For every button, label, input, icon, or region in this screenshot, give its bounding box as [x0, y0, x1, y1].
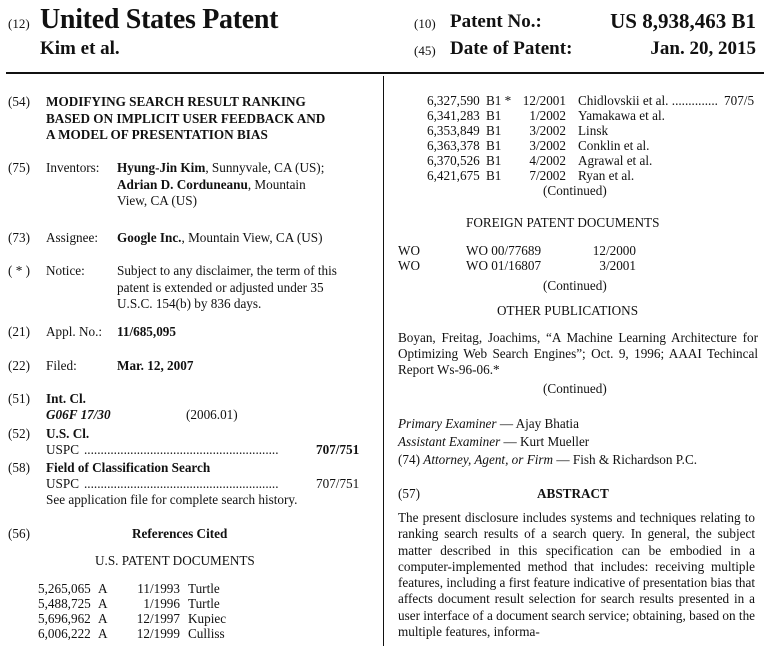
assistant-examiner-label: Assistant Examiner — [398, 434, 501, 449]
ref-date: 11/1993 — [137, 581, 180, 596]
title-line: A MODEL OF PRESENTATION BIAS — [46, 127, 268, 142]
ref-kind: B1 — [486, 123, 502, 138]
appl-no-label: Appl. No.: — [46, 324, 103, 339]
notice-text — [117, 263, 337, 313]
title-line: MODIFYING SEARCH RESULT RANKING — [46, 94, 306, 109]
references-cited-label: References Cited — [132, 526, 228, 541]
abstract-text: The present disclosure includes systems and techniques relating to ranking search results of a search query. In general, the subject matter described in this specification can be embodied in a computer-implemented method that includes: receiving multiple features, including a first feature indicative of presentation bias that affects document result selection for search results presented in a user interface of a document search service; obtaining, based on the multiple features, informa- — [398, 510, 756, 640]
ref-kind: A — [98, 596, 108, 611]
ref-kind: A — [98, 611, 108, 626]
ref-patent-number: 5,696,962 — [38, 611, 91, 626]
ref-inventor: Linsk — [578, 123, 609, 138]
ref-inventor: Culliss — [188, 626, 225, 641]
ref-date: 12/1999 — [136, 626, 180, 641]
attorney — [398, 452, 697, 469]
ref-country: WO — [398, 243, 420, 258]
ref-patent-number: 6,363,378 — [427, 138, 480, 153]
ref-kind: A — [98, 626, 108, 641]
column-divider — [383, 76, 384, 646]
ref-inventor: Turtle — [188, 596, 220, 611]
inventors-list — [117, 160, 324, 210]
ref-date: 12/1997 — [136, 611, 180, 626]
field-note: See application file for complete search history. — [46, 492, 298, 507]
inid-code-56: (56) — [8, 526, 30, 541]
first-inventor-short: Kim et al. — [40, 38, 120, 59]
notice-line: patent is extended or adjusted under 35 — [117, 279, 324, 295]
primary-examiner-name: — Ajay Bhatia — [496, 416, 579, 431]
inid-code-21: (21) — [8, 324, 30, 339]
ref-kind: B1 — [486, 153, 502, 168]
assignee — [117, 230, 322, 247]
assignee-name: Google Inc. — [117, 230, 182, 245]
leader-dots: ........................................................... — [84, 476, 279, 491]
patent-type-title: United States Patent — [40, 4, 279, 35]
attorney-name: — Fish & Richardson P.C. — [553, 452, 698, 467]
attorney-label: Attorney, Agent, or Firm — [423, 452, 554, 467]
inid-code-75: (75) — [8, 160, 30, 175]
ref-patent-number: 6,421,675 — [427, 168, 480, 183]
assignee-location: , Mountain View, CA (US) — [181, 230, 323, 245]
inid-code-51: (51) — [8, 391, 30, 406]
patent-no-label: Patent No.: — [450, 11, 542, 32]
notice-label: Notice: — [46, 263, 85, 278]
ref-patent-number: 6,327,590 — [427, 93, 480, 108]
ref-inventor: Turtle — [188, 581, 220, 596]
int-cl-label: Int. Cl. — [46, 391, 86, 406]
ref-patent-number: 6,353,849 — [427, 123, 480, 138]
inventor-location: , Sunnyvale, CA (US); — [205, 160, 325, 175]
date-of-patent: Jan. 20, 2015 — [650, 38, 756, 59]
inid-code-57: (57) — [398, 486, 420, 501]
uspc-value: 707/751 — [316, 442, 360, 457]
date-of-patent-label: Date of Patent: — [450, 38, 573, 59]
ref-kind: B1 — [486, 168, 502, 183]
ref-kind: A — [98, 581, 108, 596]
uspc-value: 707/751 — [316, 476, 360, 491]
ref-inventor: Kupiec — [188, 611, 227, 626]
ref-date: 1/2002 — [529, 108, 566, 123]
publication-entry: Boyan, Freitag, Joachims, “A Machine Learning Architecture for Optimizing Web Search Engines”; Oct. 9, 1996; AAAI Techincal Report Ws-96-06.* — [398, 330, 758, 378]
inid-code-notice: ( * ) — [8, 263, 30, 278]
ref-class: 707/5 — [724, 93, 755, 108]
filed-date: Mar. 12, 2007 — [117, 358, 194, 373]
int-cl-code: G06F 17/30 — [46, 407, 111, 422]
inid-code-73: (73) — [8, 230, 30, 245]
inventor-location: , Mountain — [247, 176, 306, 192]
inid-code-22: (22) — [8, 358, 30, 373]
inid-code-12: (12) — [8, 16, 30, 31]
ref-inventor: Conklin et al. — [578, 138, 650, 153]
appl-no: 11/685,095 — [117, 324, 176, 339]
ref-patent-number: 6,341,283 — [427, 108, 480, 123]
other-publications-label: OTHER PUBLICATIONS — [497, 303, 639, 318]
us-cl-label: U.S. Cl. — [46, 426, 90, 441]
ref-kind: B1 — [486, 108, 502, 123]
ref-kind: B1 — [486, 138, 502, 153]
ref-date: 1/1996 — [143, 596, 180, 611]
primary-examiner — [398, 416, 579, 433]
ref-patent-number: 5,265,065 — [38, 581, 91, 596]
inventor-name: Hyung-Jin Kim — [117, 160, 206, 175]
ref-patent-number: WO 01/16807 — [466, 258, 542, 273]
us-patent-docs-label: U.S. PATENT DOCUMENTS — [95, 553, 255, 568]
ref-patent-number: 6,006,222 — [38, 626, 91, 641]
title-line: BASED ON IMPLICIT USER FEEDBACK AND — [46, 110, 326, 126]
inid-code-45: (45) — [414, 43, 436, 58]
ref-patent-number: WO 00/77689 — [466, 243, 542, 258]
inventor-name: Adrian D. Corduneanu — [117, 176, 248, 192]
ref-date: 3/2002 — [529, 123, 566, 138]
int-cl-date: (2006.01) — [186, 407, 238, 422]
ref-patent-number: 6,370,526 — [427, 153, 480, 168]
ref-date: 12/2000 — [592, 243, 636, 258]
continued-marker: (Continued) — [543, 381, 607, 396]
foreign-docs-label: FOREIGN PATENT DOCUMENTS — [466, 215, 660, 230]
inid-code-54: (54) — [8, 94, 30, 109]
inventor-location: View, CA (US) — [117, 193, 198, 208]
ref-inventor: Agrawal et al. — [578, 153, 653, 168]
continued-marker: (Continued) — [543, 183, 607, 198]
assistant-examiner-name: — Kurt Mueller — [500, 434, 590, 449]
ref-date: 12/2001 — [522, 93, 566, 108]
inid-code-10: (10) — [414, 16, 436, 31]
ref-inventor: Ryan et al. — [578, 168, 635, 183]
ref-inventor: Yamakawa et al. — [578, 108, 665, 123]
assignee-label: Assignee: — [46, 230, 99, 245]
inventors-label: Inventors: — [46, 160, 100, 175]
abstract-label: ABSTRACT — [537, 486, 609, 501]
assistant-examiner — [398, 434, 589, 451]
primary-examiner-label: Primary Examiner — [398, 416, 497, 431]
leader-dots: ........................................................... — [84, 442, 279, 457]
inid-code-58: (58) — [8, 460, 30, 475]
uspc-label: USPC — [46, 476, 79, 491]
continued-marker: (Continued) — [543, 278, 607, 293]
uspc-label: USPC — [46, 442, 79, 457]
notice-line: U.S.C. 154(b) by 836 days. — [117, 296, 262, 311]
ref-date: 3/2001 — [599, 258, 636, 273]
header-rule — [6, 72, 764, 74]
field-of-search-label: Field of Classification Search — [46, 460, 211, 475]
invention-title — [46, 94, 325, 144]
filed-label: Filed: — [46, 358, 77, 373]
ref-date: 3/2002 — [529, 138, 566, 153]
ref-country: WO — [398, 258, 420, 273]
inid-code-52: (52) — [8, 426, 30, 441]
notice-line: Subject to any disclaimer, the term of this — [117, 263, 337, 278]
ref-patent-number: 5,488,725 — [38, 596, 91, 611]
inid-code-74: (74) — [398, 452, 420, 467]
ref-inventor: Chidlovskii et al. .............. — [578, 93, 718, 108]
ref-kind: B1 * — [486, 93, 512, 108]
ref-date: 4/2002 — [529, 153, 566, 168]
patent-number: US 8,938,463 B1 — [610, 9, 756, 33]
ref-date: 7/2002 — [529, 168, 566, 183]
